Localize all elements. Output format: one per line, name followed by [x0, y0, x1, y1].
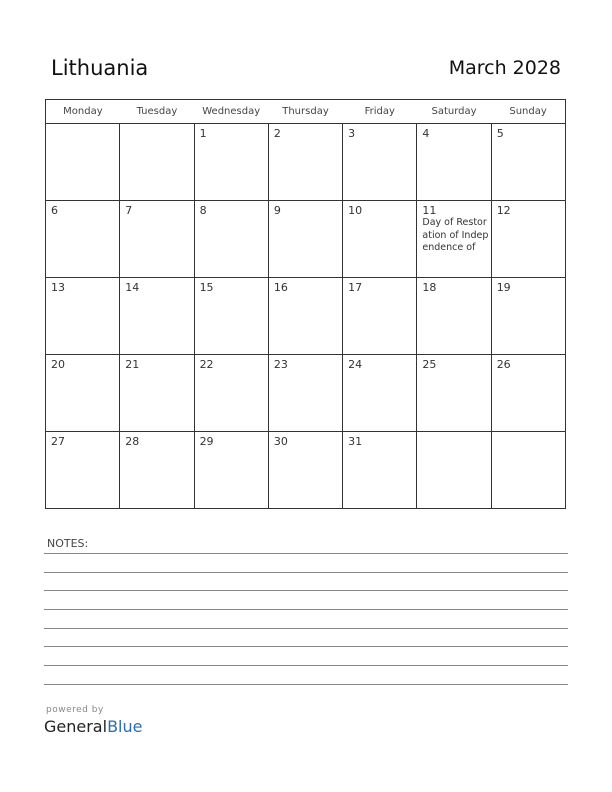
- day-cell[interactable]: [491, 278, 565, 355]
- day-number: [417, 432, 490, 435]
- day-cell[interactable]: [491, 201, 565, 278]
- week-row: [46, 201, 566, 278]
- note-line: [44, 609, 568, 610]
- week-row: [46, 432, 566, 509]
- day-cell[interactable]: [46, 355, 120, 432]
- day-number: 4: [422, 127, 430, 140]
- day-cell[interactable]: [417, 124, 491, 201]
- powered-by-text: powered by: [46, 705, 104, 715]
- day-number: 2: [273, 127, 281, 140]
- day-number: 19: [496, 281, 511, 294]
- note-line: [44, 572, 568, 573]
- day-number: 5: [496, 127, 504, 140]
- brand-logo[interactable]: [44, 717, 142, 736]
- day-cell[interactable]: [194, 124, 268, 201]
- day-number: 11: [422, 204, 437, 217]
- day-cell[interactable]: [194, 201, 268, 278]
- day-number: 6: [51, 204, 58, 217]
- day-cell[interactable]: [343, 124, 417, 201]
- day-cell[interactable]: [417, 278, 491, 355]
- note-line: [44, 553, 568, 554]
- week-row: [46, 355, 566, 432]
- day-number: 14: [125, 281, 140, 294]
- day-cell[interactable]: [120, 124, 194, 201]
- day-cell[interactable]: [46, 201, 120, 278]
- note-line: [44, 628, 568, 629]
- country-title: Lithuania: [51, 56, 149, 80]
- note-line: [44, 665, 568, 666]
- day-number: 8: [199, 204, 207, 217]
- day-cell[interactable]: [268, 278, 342, 355]
- day-number: 31: [348, 435, 363, 448]
- day-number: 29: [199, 435, 214, 448]
- day-cell[interactable]: [417, 201, 491, 278]
- day-number: 1: [199, 127, 207, 140]
- day-cell[interactable]: [417, 355, 491, 432]
- weekday-header: Tuesday: [120, 100, 194, 124]
- day-cell[interactable]: [268, 201, 342, 278]
- day-cell[interactable]: [268, 432, 342, 509]
- day-number: 23: [273, 358, 288, 371]
- day-cell[interactable]: [46, 278, 120, 355]
- day-cell[interactable]: [343, 201, 417, 278]
- note-line: [44, 684, 568, 685]
- note-line: [44, 646, 568, 647]
- day-number: 26: [496, 358, 511, 371]
- weekday-header: Sunday: [491, 100, 565, 124]
- day-cell[interactable]: [343, 432, 417, 509]
- day-number: 27: [51, 435, 65, 448]
- day-number: 24: [348, 358, 363, 371]
- day-number: 7: [125, 204, 133, 217]
- day-number: 30: [273, 435, 288, 448]
- day-number: 25: [422, 358, 437, 371]
- day-number: 15: [199, 281, 214, 294]
- day-number: 18: [422, 281, 437, 294]
- holiday-label: Day of Restoration of Independence of: [422, 217, 489, 253]
- day-number: [120, 124, 193, 127]
- day-cell[interactable]: [491, 124, 565, 201]
- day-cell[interactable]: [120, 355, 194, 432]
- day-cell[interactable]: [343, 355, 417, 432]
- day-number: 17: [348, 281, 363, 294]
- brand-general: General: [44, 717, 108, 736]
- day-cell[interactable]: [417, 432, 491, 509]
- day-cell[interactable]: [194, 432, 268, 509]
- day-cell[interactable]: [120, 278, 194, 355]
- day-number: 20: [51, 358, 65, 371]
- day-cell[interactable]: [120, 432, 194, 509]
- calendar-grid: [45, 99, 566, 509]
- weekday-header: Friday: [343, 100, 417, 124]
- day-number: 22: [199, 358, 214, 371]
- notes-label: NOTES:: [47, 537, 89, 550]
- day-cell[interactable]: [46, 124, 120, 201]
- day-number: 16: [273, 281, 288, 294]
- day-cell[interactable]: [268, 124, 342, 201]
- day-cell[interactable]: [120, 201, 194, 278]
- day-cell[interactable]: [268, 355, 342, 432]
- note-line: [44, 590, 568, 591]
- weekday-header: Thursday: [268, 100, 342, 124]
- day-number: [492, 432, 565, 435]
- day-number: 12: [496, 204, 511, 217]
- day-number: [46, 124, 119, 127]
- brand-blue: Blue: [107, 717, 143, 736]
- day-cell[interactable]: [491, 432, 565, 509]
- day-number: 13: [51, 281, 65, 294]
- weekday-header: Monday: [46, 100, 120, 124]
- weekday-header: Wednesday: [194, 100, 268, 124]
- month-year-title: March 2028: [448, 57, 561, 79]
- day-number: 9: [273, 204, 281, 217]
- day-number: 21: [125, 358, 140, 371]
- week-row: [46, 278, 566, 355]
- day-number: 10: [348, 204, 363, 217]
- day-number: 28: [125, 435, 140, 448]
- day-number: 3: [348, 127, 356, 140]
- day-cell[interactable]: [343, 278, 417, 355]
- week-row: [46, 124, 566, 201]
- day-cell[interactable]: [46, 432, 120, 509]
- day-cell[interactable]: [491, 355, 565, 432]
- weekday-header: Saturday: [417, 100, 491, 124]
- weekday-header-row: [46, 100, 566, 124]
- day-cell[interactable]: [194, 278, 268, 355]
- day-cell[interactable]: [194, 355, 268, 432]
